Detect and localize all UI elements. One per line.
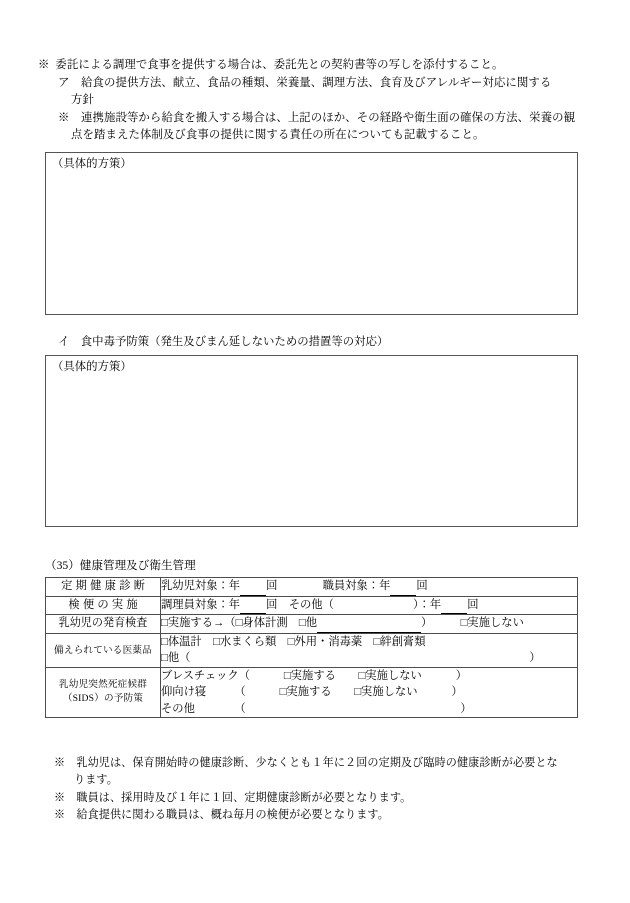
table-row: [46, 596, 578, 615]
blank-fill-field[interactable]: [240, 578, 266, 596]
table-row-value-line: [161, 578, 577, 596]
blank-fill-field[interactable]: [390, 578, 416, 596]
intro-note-line: ※ 連携施設等から給食を搬入する場合は、上記のほか、その経路や衛生面の確保の方法、栄養の観: [58, 111, 576, 124]
table-cell-text: 調理員対象：年: [161, 598, 241, 611]
table-cell-text: 回 職員対象：年: [266, 580, 391, 592]
table-row-label-text: 備えられている医薬品: [54, 644, 152, 656]
intro-notes: [38, 57, 594, 145]
footnote-line: ります。: [74, 774, 118, 787]
table-row-label-text: 定期健康診断: [61, 580, 149, 593]
table-row-value-line: [161, 668, 577, 685]
table-row-value[interactable]: [161, 615, 578, 634]
table-cell-text: 回: [467, 598, 479, 611]
table-row-label: [46, 633, 161, 667]
table-row-value[interactable]: [161, 633, 578, 667]
table-cell-text: ブレスチェック（ □実施する □実施しない ）: [161, 669, 468, 682]
health-management-table: [45, 577, 578, 718]
box-b-label: （具体的方策）: [52, 361, 132, 373]
table-row-value[interactable]: [161, 578, 578, 597]
table-row-value[interactable]: [161, 596, 578, 615]
table-row-label: [46, 615, 161, 634]
table-cell-text: ） □実施しない: [421, 617, 524, 629]
footnote-line: ※ 職員は、採用時及び１年に１回、定期健康診断が必要となります。: [54, 791, 412, 804]
specific-measures-box-b[interactable]: [45, 355, 578, 527]
table-cell-text: 乳幼児対象：年: [161, 580, 241, 592]
box-a-label: （具体的方策）: [52, 158, 132, 170]
table-row: [46, 615, 578, 634]
table-row-label-text: 乳幼児突然死症候群 （SIDS）の予防策: [58, 679, 148, 705]
table-row-label-text: 乳幼児の発育検査: [58, 617, 148, 630]
intro-note-line: ア 給食の提供方法、献立、食品の種類、栄養量、調理方法、食育及びアレルギー対応に関する: [58, 76, 552, 89]
footnote-line: ※ 乳幼児は、保育開始時の健康診断、少なくとも１年に２回の定期及び臨時の健康診断が必要とな: [54, 757, 558, 769]
table-row-value[interactable]: [161, 667, 578, 718]
intro-note-line: 点を踏まえた体制及び食事の提供に関する責任の所在についても記載すること。: [71, 129, 485, 142]
table-cell-text: □他（ ）: [161, 652, 541, 664]
subsection-heading-b: イ 食中毒予防策（発生及びまん延しないための措置等の対応）: [58, 336, 389, 348]
table-row-value-line: [161, 650, 577, 667]
table-cell-text: 回 その他（ ）：年: [266, 598, 442, 611]
table-row-value-line: [161, 684, 577, 701]
table-cell-text: その他 （ ）: [161, 702, 472, 715]
section-title: （35）健康管理及び衛生管理: [45, 559, 196, 572]
intro-note-line: 方針: [71, 94, 94, 107]
table-row-label: [46, 578, 161, 597]
table-row-value-line: [161, 701, 577, 718]
blank-fill-field[interactable]: [317, 615, 421, 633]
table-row: [46, 633, 578, 667]
table-row-label: [46, 596, 161, 615]
table-row-label-text: 検便の実施: [68, 598, 141, 611]
footnotes: [45, 755, 595, 825]
table-row-label: [46, 667, 161, 718]
table-row-value-line: [161, 634, 577, 651]
table-cell-text: 仰向け寝 （ □実施する □実施しない ）: [161, 686, 463, 698]
specific-measures-box-a[interactable]: [45, 152, 578, 315]
table-row-value-line: [161, 615, 577, 633]
table-row: [46, 578, 578, 597]
table-cell-text: □実施する→（□身体計測 □他: [161, 617, 318, 629]
footnote-line: ※ 給食提供に関わる職員は、概ね毎月の検便が必要となります。: [54, 809, 389, 822]
blank-fill-field[interactable]: [441, 597, 467, 615]
blank-fill-field[interactable]: [240, 597, 266, 615]
table-row-value-line: [161, 597, 577, 615]
table-cell-text: □体温計 □水まくら類 □外用・消毒薬 □絆創膏類: [161, 635, 426, 648]
table-cell-text: 回: [416, 580, 428, 592]
table-row: [46, 667, 578, 718]
intro-note-line: ※ 委託による調理で食事を提供する場合は、委託先との契約書等の写しを添付すること。: [38, 59, 504, 71]
